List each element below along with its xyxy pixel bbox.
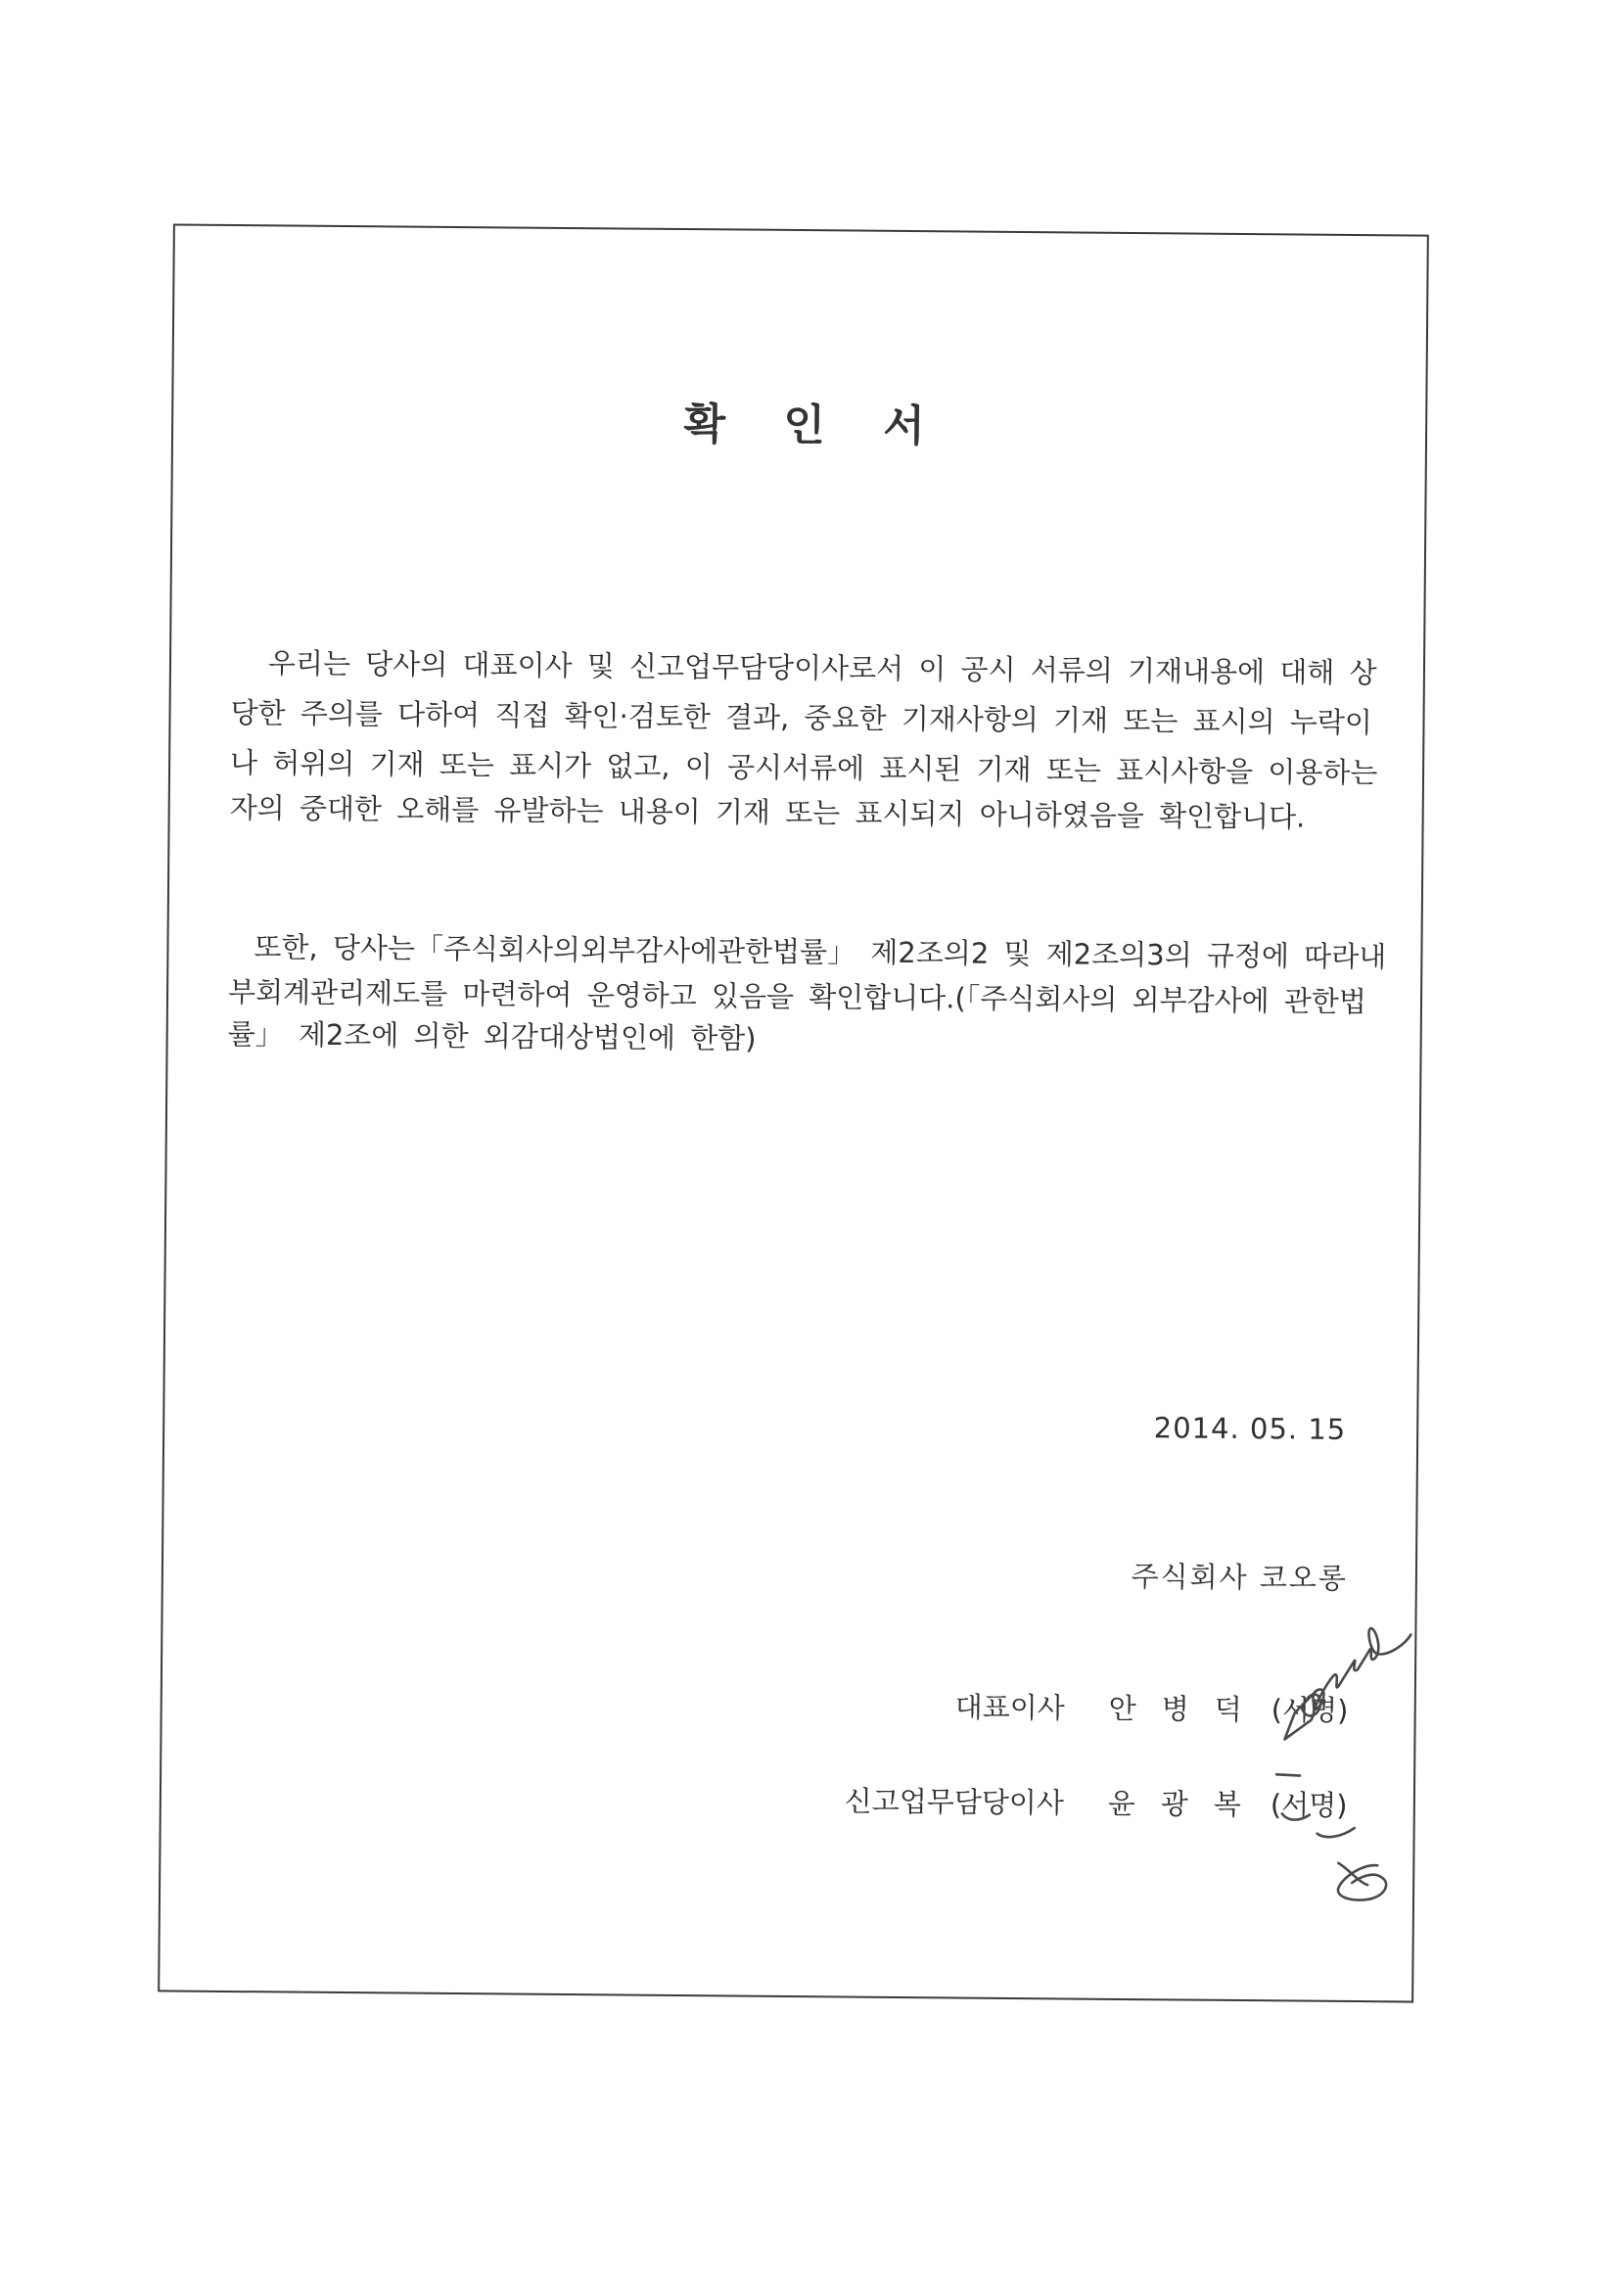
signatory-name-char: 덕 bbox=[1214, 1692, 1242, 1727]
paragraph-line: 자의 중대한 오해를 유발하는 내용이 기재 또는 표시되지 아니하였음을 확인합니다. bbox=[229, 790, 1306, 834]
signatory-role: 신고업무담당이사 bbox=[844, 1784, 1065, 1820]
paragraph-line: 부회계관리제도를 마련하여 운영하고 있음을 확인합니다.(「주식회사의 외부감사에 관한법 bbox=[227, 974, 1367, 1019]
signatory-role: 대표이사 bbox=[954, 1690, 1065, 1725]
paragraph-line: 우리는 당사의 대표이사 및 신고업무담당이사로서 이 공시 서류의 기재내용에 대해 상 bbox=[267, 646, 1377, 690]
document-title: 확 인 서 bbox=[683, 399, 947, 452]
signature-label: (서명) bbox=[1270, 1788, 1348, 1822]
paragraph-line: 나 허위의 기재 또는 표시가 없고, 이 공시서류에 표시된 기재 또는 표시사항을 이용하는 bbox=[229, 745, 1378, 790]
paragraph-line: 또한, 당사는「주식회사의외부감사에관한법률」 제2조의2 및 제2조의3의 규정에 따라내 bbox=[254, 930, 1387, 974]
signatory-name-char: 복 bbox=[1213, 1787, 1242, 1822]
signatory-name-char: 윤 bbox=[1107, 1786, 1136, 1821]
signatory-name-char: 병 bbox=[1161, 1692, 1189, 1726]
signatory-name-char: 안 bbox=[1108, 1691, 1136, 1726]
signature-label: (서명) bbox=[1271, 1693, 1349, 1727]
document-border bbox=[158, 223, 1429, 2002]
company-name: 주식회사 코오롱 bbox=[1131, 1560, 1349, 1595]
paragraph-line: 률」 제2조에 의한 외감대상법인에 한함) bbox=[227, 1016, 757, 1055]
signatory-name-char: 광 bbox=[1160, 1787, 1189, 1821]
paragraph-line: 당한 주의를 다하여 직접 확인·검토한 결과, 중요한 기재사항의 기재 또는 표시의 누락이 bbox=[230, 695, 1373, 740]
document-date: 2014. 05. 15 bbox=[1153, 1411, 1347, 1446]
